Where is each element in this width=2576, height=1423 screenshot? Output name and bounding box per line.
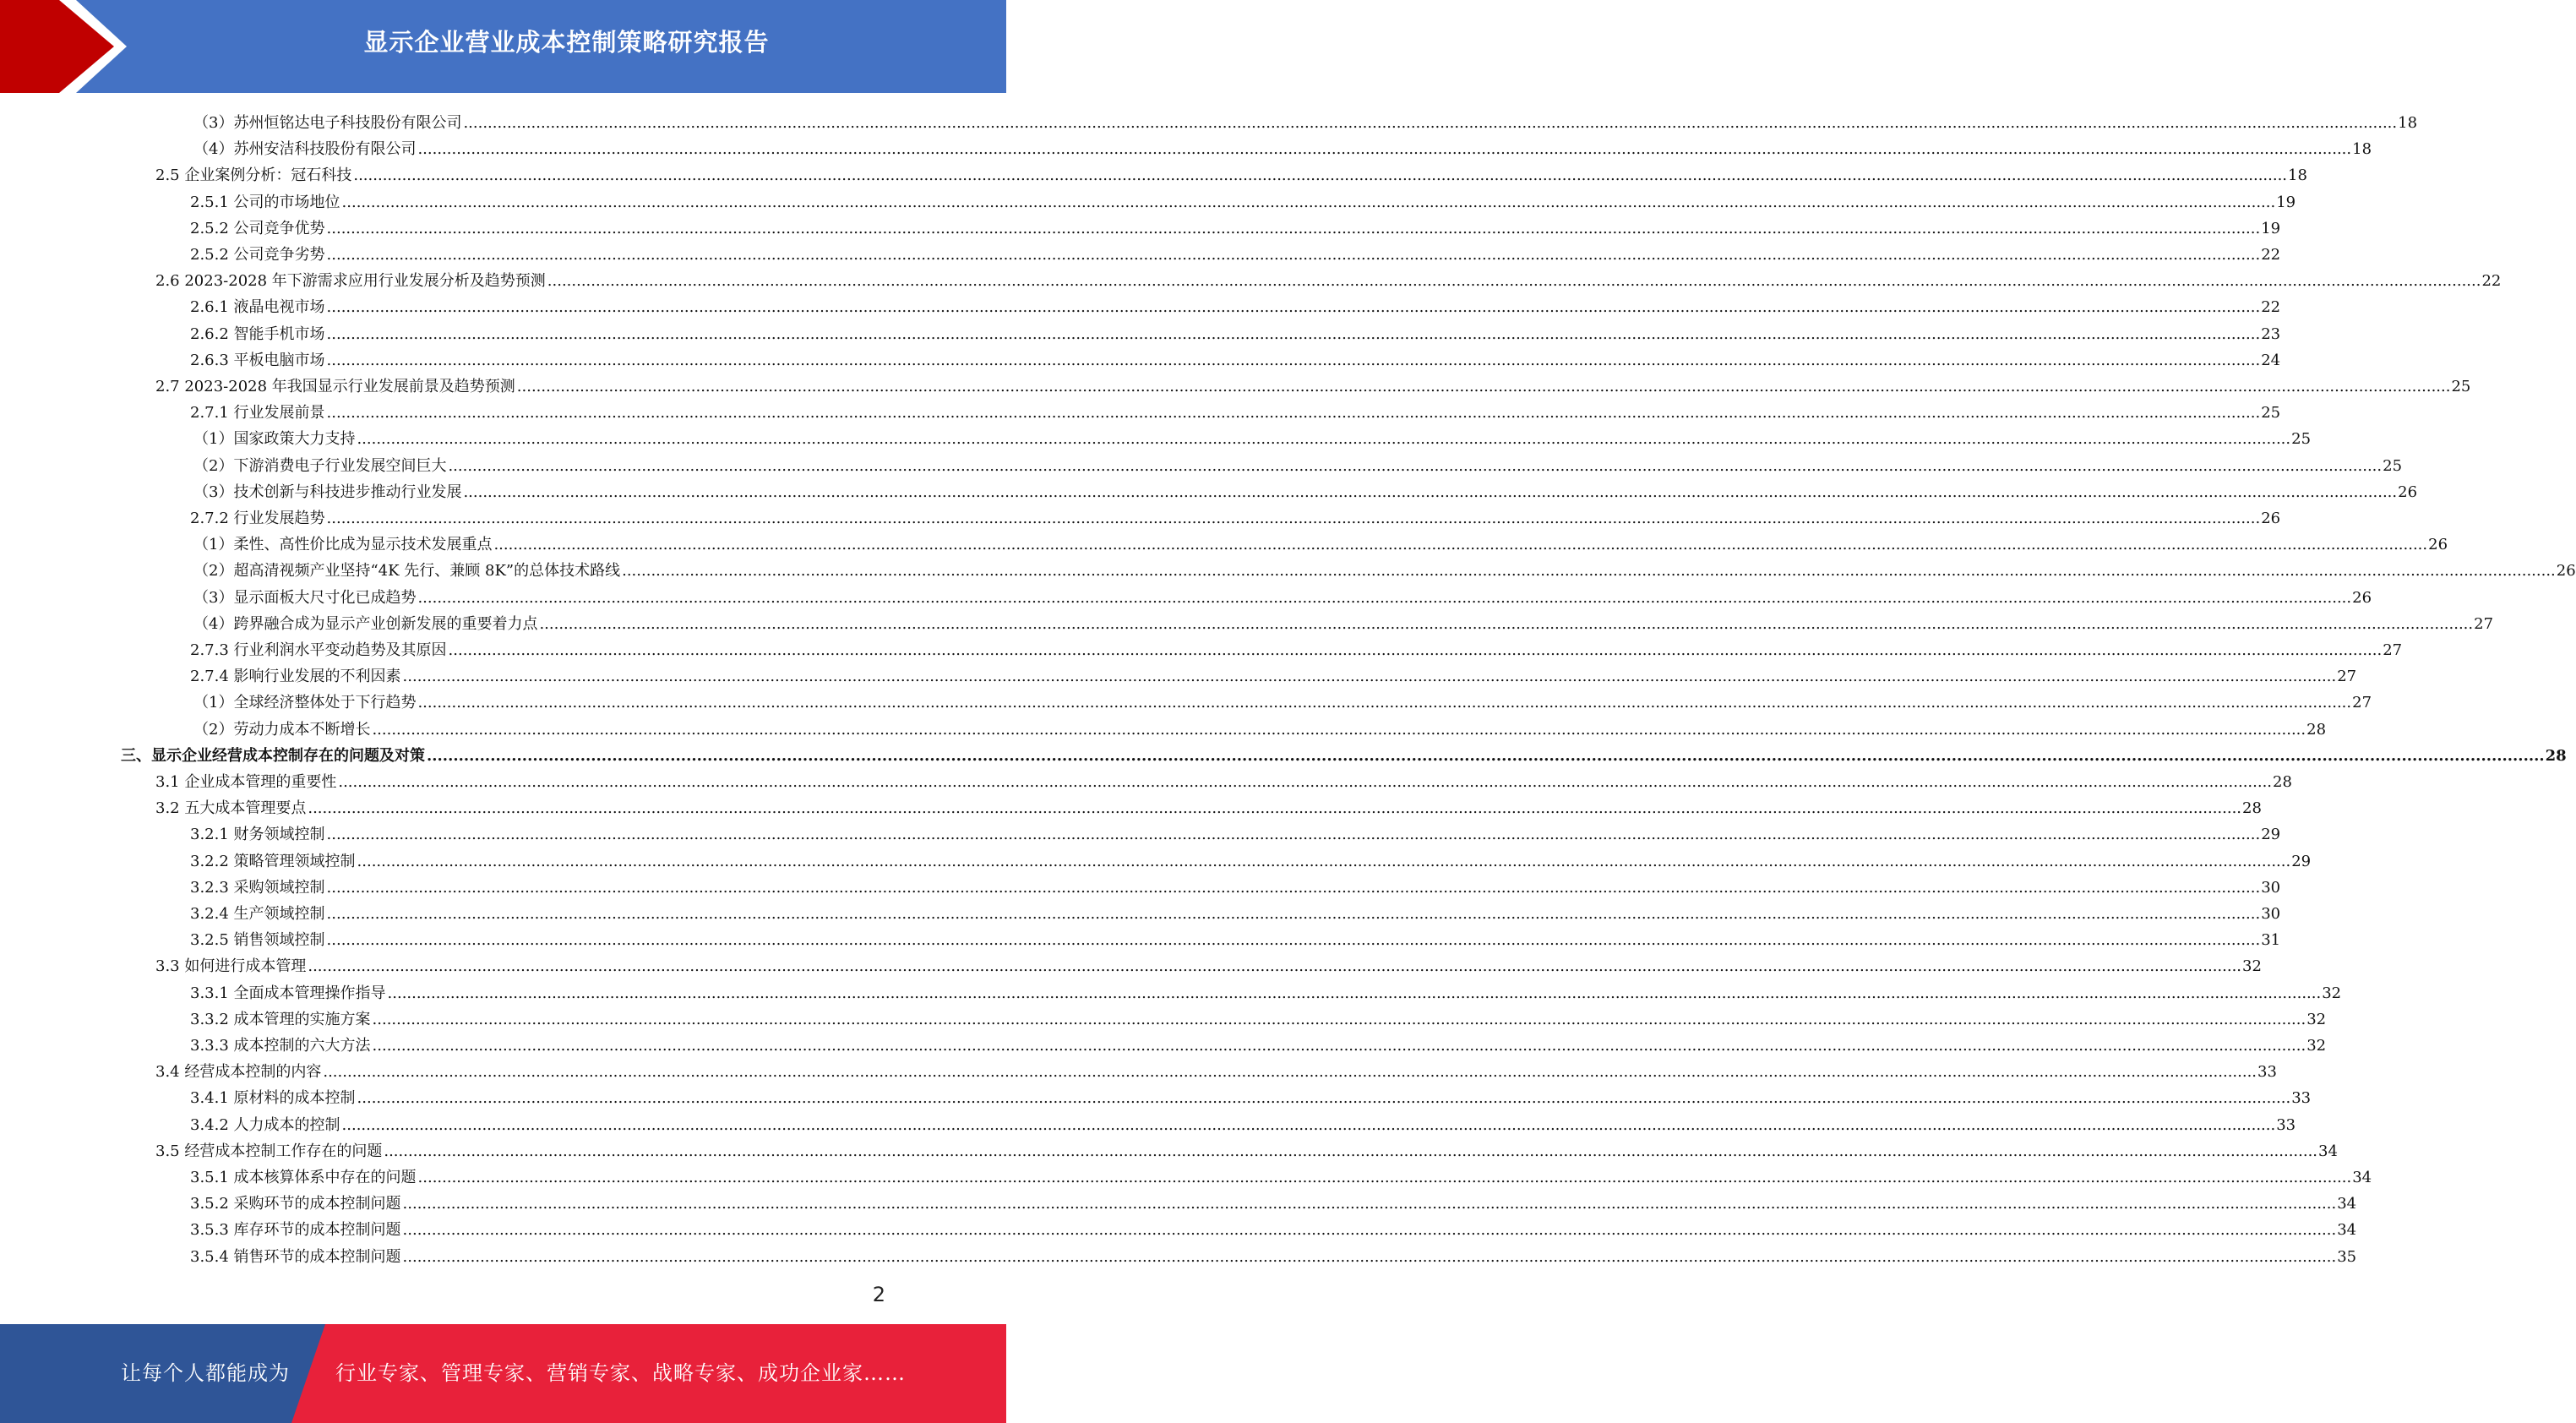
toc-entry-page: 32 [2242,957,2262,976]
toc-leader-dots: ................................................................................................................................................................................................................................................................................................................................................................................................................ [402,668,2337,686]
toc-entry-page: 32 [2306,1037,2327,1055]
toc-entry-page: 35 [2337,1247,2357,1266]
toc-leader-dots: ................................................................................................................................................................................................................................................................................................................................................................................................................ [326,351,2261,369]
toc-entry-page: 22 [2261,246,2281,264]
footer-slogan-right: 行业专家、管理专家、营销专家、战略专家、成功企业家…… [335,1361,906,1385]
toc-entry[interactable] [193,528,2448,554]
toc-entry-label: 3.3 如何进行成本管理 [155,957,307,976]
toc-leader-dots: ................................................................................................................................................................................................................................................................................................................................................................................................................ [547,272,2481,291]
toc-leader-dots: ................................................................................................................................................................................................................................................................................................................................................................................................................ [326,826,2261,844]
toc-entry[interactable] [155,264,2502,291]
toc-entry-page: 28 [2242,799,2262,818]
toc-entry-label: 3.2.3 采购领域控制 [190,878,325,897]
toc-entry[interactable] [193,713,2327,739]
toc-entry[interactable] [193,423,2312,449]
toc-entry-page: 28 [2273,773,2292,791]
toc-entry-label: 2.7.2 行业发展趋势 [190,510,325,527]
toc-entry[interactable] [190,1109,2296,1135]
toc-entry-page: 18 [2288,166,2307,185]
toc-entry-page: 22 [2481,272,2502,291]
toc-leader-dots: ................................................................................................................................................................................................................................................................................................................................................................................................................ [326,404,2261,423]
toc-leader-dots: ................................................................................................................................................................................................................................................................................................................................................................................................................ [357,1089,2291,1108]
toc-leader-dots: ................................................................................................................................................................................................................................................................................................................................................................................................................ [326,324,2261,343]
toc-leader-dots: ................................................................................................................................................................................................................................................................................................................................................................................................................ [402,1221,2337,1240]
toc-entry[interactable] [190,291,2281,317]
toc-entry[interactable] [190,318,2281,344]
toc-entry-label: 2.6.1 液晶电视市场 [190,298,325,317]
toc-leader-dots: ................................................................................................................................................................................................................................................................................................................................................................................................................ [427,746,2545,765]
toc-entry[interactable] [193,581,2372,608]
toc-entry-label: （1）国家政策大力支持 [193,430,356,449]
toc-entry-label: 2.5 企业案例分析：冠石科技 [155,166,352,185]
toc-entry-label: （2）超高清视频产业坚持“4K 先行、兼顾 8K”的总体技术路线 [193,562,621,581]
toc-entry-page: 30 [2261,878,2281,897]
toc-entry[interactable] [190,1082,2312,1108]
toc-entry-page: 29 [2291,852,2312,870]
toc-entry[interactable] [155,1135,2338,1161]
toc-entry[interactable] [190,502,2281,528]
toc-leader-dots: ................................................................................................................................................................................................................................................................................................................................................................................................................ [372,720,2306,739]
toc-entry-page: 34 [2318,1142,2338,1160]
toc-entry-label: 三、显示企业经营成本控制存在的问题及对策 [121,746,425,765]
toc-leader-dots: ................................................................................................................................................................................................................................................................................................................................................................................................................ [539,614,2474,633]
toc-entry-label: （3）技术创新与科技进步推动行业发展 [193,483,462,501]
toc-entry-page: 27 [2474,614,2494,633]
toc-entry-label: 2.5.2 公司竞争优势 [190,219,325,237]
toc-entry-page: 27 [2352,694,2372,712]
toc-entry-page: 25 [2291,430,2312,449]
toc-entry-label: 3.3.2 成本管理的实施方案 [190,1010,371,1028]
toc-leader-dots: ................................................................................................................................................................................................................................................................................................................................................................................................................ [326,931,2261,950]
toc-leader-dots: ................................................................................................................................................................................................................................................................................................................................................................................................................ [308,957,2242,976]
toc-entry[interactable] [190,1029,2327,1055]
toc-leader-dots: ................................................................................................................................................................................................................................................................................................................................................................................................................ [387,984,2322,1002]
toc-entry-page: 25 [2451,378,2471,395]
report-title: 显示企业营业成本控制策略研究报告 [363,28,770,57]
toc-leader-dots: ................................................................................................................................................................................................................................................................................................................................................................................................................ [417,140,2352,159]
toc-entry[interactable] [190,344,2281,370]
toc-leader-dots: ................................................................................................................................................................................................................................................................................................................................................................................................................ [326,246,2261,264]
toc-entry[interactable] [190,1187,2357,1213]
toc-leader-dots: ................................................................................................................................................................................................................................................................................................................................................................................................................ [338,773,2273,791]
toc-entry-page: 19 [2276,193,2296,211]
toc-leader-dots: ................................................................................................................................................................................................................................................................................................................................................................................................................ [326,878,2261,897]
toc-entry-label: 2.7.3 行业利润水平变动趋势及其原因 [190,641,447,659]
toc-entry-page: 19 [2261,219,2281,237]
toc-entry-page: 26 [2428,536,2448,554]
toc-entry[interactable] [193,106,2418,133]
toc-leader-dots: ................................................................................................................................................................................................................................................................................................................................................................................................................ [417,694,2352,712]
toc-entry[interactable] [193,450,2403,476]
toc-leader-dots: ................................................................................................................................................................................................................................................................................................................................................................................................................ [326,219,2261,237]
page-footer [0,1324,1006,1423]
toc-leader-dots: ................................................................................................................................................................................................................................................................................................................................................................................................................ [402,1195,2337,1213]
toc-entry[interactable] [190,977,2342,1003]
toc-entry[interactable] [190,186,2296,212]
toc-entry-page: 26 [2556,562,2576,581]
toc-entry-page: 32 [2322,984,2342,1002]
toc-entry-label: 2.5.2 公司竞争劣势 [190,246,325,264]
toc-entry-page: 33 [2276,1115,2296,1134]
toc-leader-dots: ................................................................................................................................................................................................................................................................................................................................................................................................................ [357,852,2291,870]
toc-leader-dots: ................................................................................................................................................................................................................................................................................................................................................................................................................ [417,1169,2352,1186]
toc-entry-page: 22 [2261,298,2281,317]
toc-entry[interactable] [155,370,2471,396]
toc-entry-page: 30 [2261,905,2281,923]
toc-entry-label: 2.6.3 平板电脑市场 [190,351,325,369]
toc-entry-page: 24 [2261,351,2281,369]
toc-leader-dots: ................................................................................................................................................................................................................................................................................................................................................................................................................ [463,483,2398,501]
toc-entry[interactable] [155,950,2262,976]
toc-entry[interactable] [190,897,2281,924]
toc-entry-page: 18 [2398,114,2418,132]
toc-entry-page: 34 [2352,1169,2372,1186]
toc-leader-dots: ................................................................................................................................................................................................................................................................................................................................................................................................................ [326,905,2261,923]
toc-leader-dots: ................................................................................................................................................................................................................................................................................................................................................................................................................ [308,799,2242,818]
toc-entry[interactable] [190,634,2403,660]
toc-leader-dots: ................................................................................................................................................................................................................................................................................................................................................................................................................ [493,536,2428,554]
toc-entry-page: 27 [2383,641,2403,659]
toc-entry-label: 2.6.2 智能手机市场 [190,324,325,343]
toc-leader-dots: ................................................................................................................................................................................................................................................................................................................................................................................................................ [353,166,2288,185]
toc-entry[interactable] [190,924,2281,950]
toc-entry-label: 2.7 2023-2028 年我国显示行业发展前景及趋势预测 [155,378,515,395]
toc-entry[interactable] [190,871,2281,897]
toc-entry-page: 26 [2261,510,2281,527]
toc-entry-label: 3.4.1 原材料的成本控制 [190,1089,356,1108]
toc-entry-page: 34 [2337,1195,2357,1213]
toc-entry[interactable] [193,554,2576,581]
toc-leader-dots: ................................................................................................................................................................................................................................................................................................................................................................................................................ [372,1010,2306,1028]
toc-entry-page: 18 [2352,140,2372,159]
footer-slogan-left: 让每个人都能成为 [121,1361,290,1385]
toc-entry-page: 33 [2291,1089,2312,1108]
toc-entry-label: 3.5.2 采购环节的成本控制问题 [190,1195,401,1213]
toc-leader-dots: ................................................................................................................................................................................................................................................................................................................................................................................................................ [463,114,2398,132]
toc-entry-label: （4）跨界融合成为显示产业创新发展的重要着力点 [193,614,538,633]
toc-entry[interactable] [155,159,2307,185]
toc-entry-label: 3.2.1 财务领域控制 [190,826,325,844]
toc-leader-dots: ................................................................................................................................................................................................................................................................................................................................................................................................................ [448,456,2383,475]
toc-entry-page: 25 [2261,404,2281,423]
toc-entry-label: 3.3.3 成本控制的六大方法 [190,1037,371,1055]
toc-entry-label: 2.6 2023-2028 年下游需求应用行业发展分析及趋势预测 [155,272,546,291]
page-header [0,0,1006,93]
toc-leader-dots: ................................................................................................................................................................................................................................................................................................................................................................................................................ [622,562,2556,581]
toc-entry-label: 3.4 经营成本控制的内容 [155,1063,322,1082]
toc-entry-label: 2.7.1 行业发展前景 [190,404,325,423]
toc-entry-page: 33 [2257,1063,2277,1082]
toc-entry[interactable] [155,792,2262,818]
toc-entry-label: 3.2.4 生产领域控制 [190,905,325,923]
toc-leader-dots: ................................................................................................................................................................................................................................................................................................................................................................................................................ [402,1247,2337,1266]
toc-leader-dots: ................................................................................................................................................................................................................................................................................................................................................................................................................ [448,641,2383,659]
toc-entry-label: 3.4.2 人力成本的控制 [190,1115,340,1134]
toc-entry-page: 25 [2383,456,2403,475]
toc-entry[interactable] [190,660,2357,686]
toc-entry-page: 28 [2306,720,2327,739]
toc-entry[interactable] [190,212,2281,238]
toc-entry[interactable] [190,1161,2372,1187]
toc-entry[interactable] [190,845,2312,871]
toc-entry[interactable] [190,1003,2327,1029]
toc-leader-dots: ................................................................................................................................................................................................................................................................................................................................................................................................................ [516,378,2451,395]
toc-entry-label: 2.7.4 影响行业发展的不利因素 [190,668,401,686]
toc-entry-label: 3.5.1 成本核算体系中存在的问题 [190,1169,417,1186]
toc-leader-dots: ................................................................................................................................................................................................................................................................................................................................................................................................................ [417,588,2352,607]
toc-entry-page: 27 [2337,668,2357,686]
toc-entry-label: 3.3.1 全面成本管理操作指导 [190,984,386,1002]
toc-entry-page: 34 [2337,1221,2357,1240]
toc-entry-label: 3.2 五大成本管理要点 [155,799,307,818]
toc-entry-page: 23 [2261,324,2281,343]
toc-leader-dots: ................................................................................................................................................................................................................................................................................................................................................................................................................ [341,1115,2276,1134]
toc-entry[interactable] [190,238,2281,264]
toc-leader-dots: ................................................................................................................................................................................................................................................................................................................................................................................................................ [384,1142,2318,1160]
toc-entry-page: 28 [2545,746,2567,765]
toc-entry-label: （4）苏州安洁科技股份有限公司 [193,140,417,159]
toc-entry[interactable] [121,739,2567,766]
toc-leader-dots: ................................................................................................................................................................................................................................................................................................................................................................................................................ [341,193,2276,211]
toc-entry-label: 3.5.3 库存环节的成本控制问题 [190,1221,401,1240]
toc-entry-page: 26 [2398,483,2418,501]
toc-leader-dots: ................................................................................................................................................................................................................................................................................................................................................................................................................ [326,510,2261,527]
toc-entry-page: 29 [2261,826,2281,844]
toc-entry[interactable] [193,686,2372,712]
toc-entry[interactable] [193,608,2494,634]
toc-leader-dots: ................................................................................................................................................................................................................................................................................................................................................................................................................ [357,430,2291,449]
toc-entry-label: 3.5 经营成本控制工作存在的问题 [155,1142,383,1160]
toc-entry-page: 32 [2306,1010,2327,1028]
toc-entry[interactable] [190,396,2281,423]
toc-entry[interactable] [190,1213,2357,1240]
toc-entry-page: 31 [2261,931,2281,950]
toc-entry-label: （2）劳动力成本不断增长 [193,720,371,739]
toc-entry-label: 3.1 企业成本管理的重要性 [155,773,337,791]
toc-entry-label: （3）显示面板大尺寸化已成趋势 [193,588,417,607]
toc-leader-dots: ................................................................................................................................................................................................................................................................................................................................................................................................................ [326,298,2261,317]
toc-entry[interactable] [190,1240,2357,1267]
page-number: 2 [872,1283,885,1306]
toc-entry[interactable] [193,133,2372,159]
toc-entry[interactable] [193,476,2418,502]
toc-entry-label: 3.2.2 策略管理领域控制 [190,852,356,870]
toc-entry-label: 3.2.5 销售领域控制 [190,931,325,950]
toc-entry-page: 26 [2352,588,2372,607]
toc-entry-label: （2）下游消费电子行业发展空间巨大 [193,456,447,475]
toc-entry-label: （3）苏州恒铭达电子科技股份有限公司 [193,114,462,132]
toc-entry-label: （1）柔性、高性价比成为显示技术发展重点 [193,536,493,554]
toc-leader-dots: ................................................................................................................................................................................................................................................................................................................................................................................................................ [372,1037,2306,1055]
toc-entry-label: 2.5.1 公司的市场地位 [190,193,340,211]
toc-entry[interactable] [155,766,2292,792]
toc-entry-label: 3.5.4 销售环节的成本控制问题 [190,1247,401,1266]
toc-entry-label: （1）全球经济整体处于下行趋势 [193,694,417,712]
toc-entry[interactable] [155,1055,2277,1082]
toc-entry[interactable] [190,818,2281,844]
toc-leader-dots: ................................................................................................................................................................................................................................................................................................................................................................................................................ [323,1063,2257,1082]
